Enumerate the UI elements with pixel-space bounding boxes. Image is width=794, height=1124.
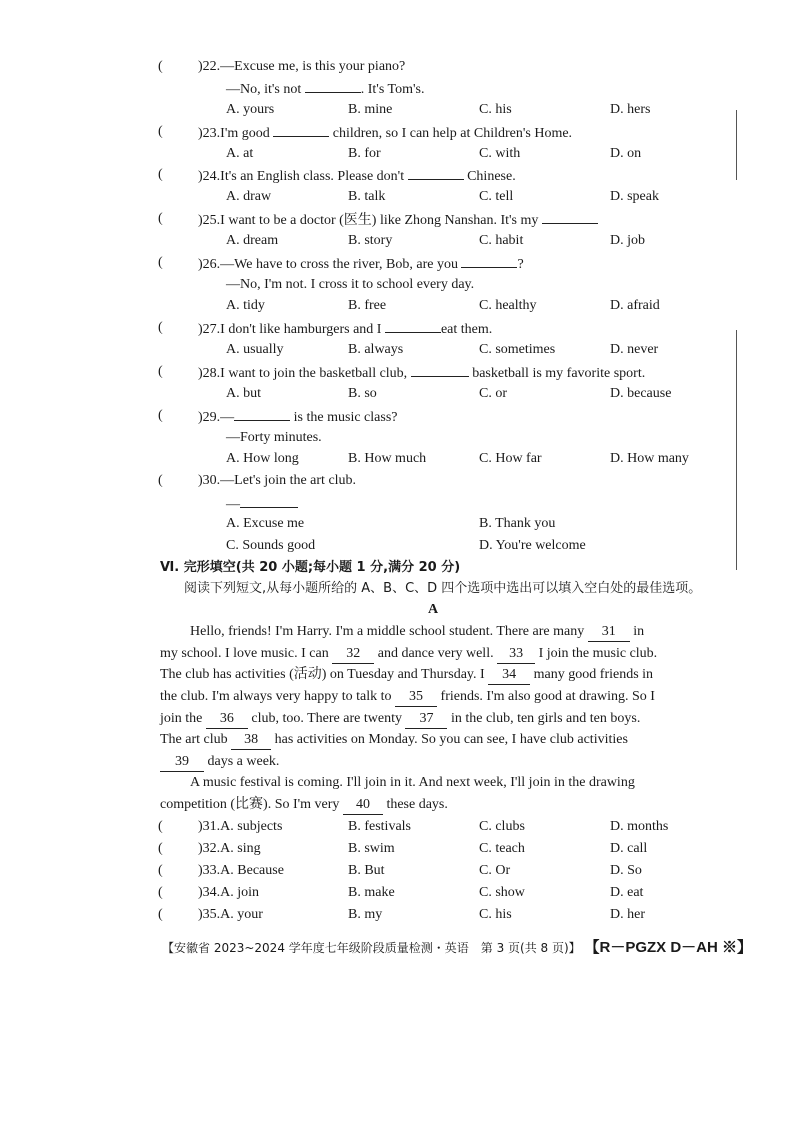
option-b[interactable]: B. for bbox=[348, 146, 381, 161]
answer-blank[interactable] bbox=[305, 79, 361, 93]
option-a[interactable]: A. usually bbox=[226, 342, 284, 357]
question-22-line2 bbox=[226, 79, 424, 99]
option-d[interactable]: D. afraid bbox=[610, 298, 660, 313]
section-instruction: 阅读下列短文,从每小题所给的 A、B、C、D 四个选项中选出可以填入空白处的最佳选项。 bbox=[184, 581, 702, 596]
passage-line bbox=[160, 710, 640, 729]
option-a[interactable]: A. sing bbox=[220, 841, 261, 856]
text: —We have to cross the river, Bob, are you bbox=[220, 257, 458, 272]
text: It's an English class. Please don't bbox=[220, 169, 405, 184]
paper-code: 【R－PGZX D－AH ※】 bbox=[584, 939, 752, 956]
option-c[interactable]: C. show bbox=[479, 885, 525, 900]
answer-blank[interactable] bbox=[411, 363, 469, 377]
text: I don't like hamburgers and I bbox=[220, 322, 382, 337]
text: is the music class? bbox=[293, 410, 398, 425]
option-c[interactable]: C. tell bbox=[479, 189, 514, 204]
text: I want to be a doctor (医生) like Zhong Nanshan. It's my bbox=[220, 213, 539, 228]
question-25 bbox=[198, 210, 598, 230]
question-29-line2: —Forty minutes. bbox=[226, 430, 322, 445]
option-b[interactable]: B. make bbox=[348, 885, 395, 900]
text: Hello, friends! I'm Harry. I'm a middle school student. There are many bbox=[190, 624, 585, 639]
option-b[interactable]: B. swim bbox=[348, 841, 395, 856]
text: days a week. bbox=[207, 754, 280, 769]
cloze-33 bbox=[198, 862, 284, 880]
text: club, too. There are twenty bbox=[251, 711, 402, 726]
option-b[interactable]: B. festivals bbox=[348, 819, 411, 834]
option-d[interactable]: D. months bbox=[610, 819, 669, 834]
text: ? bbox=[517, 257, 524, 272]
text: competition (比赛). So I'm very bbox=[160, 797, 340, 812]
option-d[interactable]: D. on bbox=[610, 146, 642, 161]
option-c[interactable]: C. clubs bbox=[479, 819, 525, 834]
cloze-blank[interactable]: 39 bbox=[160, 753, 204, 772]
option-c[interactable]: C. his bbox=[479, 102, 512, 117]
option-b[interactable]: B. my bbox=[348, 907, 383, 922]
option-c[interactable]: C. or bbox=[479, 386, 507, 401]
question-28 bbox=[198, 363, 645, 383]
question-number: )28. bbox=[198, 366, 221, 381]
option-a[interactable]: A. tidy bbox=[226, 298, 265, 313]
question-26-line2: —No, I'm not. I cross it to school every day. bbox=[226, 277, 475, 292]
cloze-blank[interactable]: 34 bbox=[488, 666, 530, 685]
text: has activities on Monday. So you can see, I have club activities bbox=[274, 732, 628, 747]
option-a[interactable]: A. your bbox=[220, 907, 263, 922]
option-c[interactable]: C. Or bbox=[479, 863, 511, 878]
question-number: )27. bbox=[198, 322, 221, 337]
scan-edge-line bbox=[736, 330, 737, 570]
answer-blank[interactable] bbox=[385, 319, 441, 333]
option-b[interactable]: B. so bbox=[348, 386, 377, 401]
option-b[interactable]: B. But bbox=[348, 863, 385, 878]
option-a[interactable]: A. but bbox=[226, 386, 261, 401]
text: The club has activities (活动) on Tuesday and Thursday. I bbox=[160, 667, 485, 682]
option-d[interactable]: D. never bbox=[610, 342, 659, 357]
answer-paren[interactable]: ( bbox=[158, 167, 163, 182]
cloze-blank[interactable]: 31 bbox=[588, 623, 630, 642]
option-c[interactable]: C. habit bbox=[479, 233, 524, 248]
option-a[interactable]: A. yours bbox=[226, 102, 275, 117]
option-d[interactable]: D. speak bbox=[610, 189, 659, 204]
text: these days. bbox=[386, 797, 448, 812]
question-number: )22. bbox=[198, 59, 221, 74]
answer-paren[interactable]: ( bbox=[158, 885, 163, 900]
cloze-blank[interactable]: 32 bbox=[332, 645, 374, 664]
answer-blank[interactable] bbox=[408, 166, 464, 180]
question-26 bbox=[198, 254, 524, 274]
answer-blank[interactable] bbox=[461, 254, 517, 268]
passage-line bbox=[160, 688, 655, 707]
question-23 bbox=[198, 123, 572, 143]
passage-line bbox=[190, 623, 644, 642]
text: . It's Tom's. bbox=[360, 82, 425, 97]
question-number: )25. bbox=[198, 213, 221, 228]
question-24 bbox=[198, 166, 516, 186]
cloze-31 bbox=[198, 818, 282, 836]
answer-paren[interactable]: ( bbox=[158, 863, 163, 878]
text: —Let's join the art club. bbox=[220, 473, 357, 488]
text: many good friends in bbox=[533, 667, 654, 682]
text: Chinese. bbox=[467, 169, 516, 184]
option-b[interactable]: B. How much bbox=[348, 451, 427, 466]
question-30 bbox=[198, 472, 356, 490]
question-number: )30. bbox=[198, 473, 221, 488]
option-d[interactable]: D. So bbox=[610, 863, 642, 878]
answer-blank[interactable] bbox=[240, 494, 298, 508]
option-b[interactable]: B. Thank you bbox=[479, 516, 556, 531]
option-d[interactable]: D. because bbox=[610, 386, 672, 401]
cloze-blank[interactable]: 36 bbox=[206, 710, 248, 729]
option-c[interactable]: C. with bbox=[479, 146, 521, 161]
text: children, so I can help at Children's Home. bbox=[332, 126, 573, 141]
question-27 bbox=[198, 319, 492, 339]
answer-paren[interactable]: ( bbox=[158, 841, 163, 856]
question-number: )24. bbox=[198, 169, 221, 184]
answer-paren[interactable]: ( bbox=[158, 124, 163, 139]
answer-blank[interactable] bbox=[542, 210, 598, 224]
option-b[interactable]: B. always bbox=[348, 342, 404, 357]
option-d[interactable]: D. job bbox=[610, 233, 645, 248]
text: — bbox=[220, 410, 235, 425]
answer-paren[interactable]: ( bbox=[158, 819, 163, 834]
option-c[interactable]: C. How far bbox=[479, 451, 542, 466]
text: my school. I love music. I can bbox=[160, 646, 329, 661]
option-a[interactable]: A. dream bbox=[226, 233, 279, 248]
passage-label: A bbox=[428, 602, 439, 617]
cloze-blank[interactable]: 35 bbox=[395, 688, 437, 707]
text: eat them. bbox=[440, 322, 493, 337]
text: basketball is my favorite sport. bbox=[472, 366, 646, 381]
answer-paren[interactable]: ( bbox=[158, 473, 163, 488]
passage-line bbox=[160, 731, 628, 750]
option-b[interactable]: B. story bbox=[348, 233, 393, 248]
text: I join the music club. bbox=[538, 646, 658, 661]
answer-paren[interactable]: ( bbox=[158, 320, 163, 335]
option-c[interactable]: C. sometimes bbox=[479, 342, 556, 357]
question-number: )29. bbox=[198, 410, 221, 425]
question-22 bbox=[198, 58, 405, 76]
question-number: )23. bbox=[198, 126, 221, 141]
passage-line bbox=[160, 666, 653, 685]
option-d[interactable]: D. How many bbox=[610, 451, 689, 466]
question-number: )31. bbox=[198, 819, 221, 834]
option-d[interactable]: D. You're welcome bbox=[479, 538, 586, 553]
text: in the club, ten girls and ten boys. bbox=[450, 711, 641, 726]
option-d[interactable]: D. hers bbox=[610, 102, 651, 117]
answer-blank[interactable] bbox=[234, 407, 290, 421]
option-a[interactable]: A. Excuse me bbox=[226, 516, 305, 531]
answer-paren[interactable]: ( bbox=[158, 211, 163, 226]
answer-paren[interactable]: ( bbox=[158, 255, 163, 270]
option-a[interactable]: A. How long bbox=[226, 451, 299, 466]
option-d[interactable]: D. her bbox=[610, 907, 645, 922]
answer-paren[interactable]: ( bbox=[158, 364, 163, 379]
question-number: )33. bbox=[198, 863, 221, 878]
option-c[interactable]: C. healthy bbox=[479, 298, 537, 313]
text: in bbox=[633, 624, 645, 639]
question-number: )35. bbox=[198, 907, 221, 922]
section-heading: Ⅵ. 完形填空(共 20 小题;每小题 1 分,满分 20 分) bbox=[160, 560, 461, 575]
answer-paren[interactable]: ( bbox=[158, 408, 163, 423]
answer-paren[interactable]: ( bbox=[158, 907, 163, 922]
passage-line: A music festival is coming. I'll join in it. And next week, I'll join in the drawing bbox=[190, 775, 635, 790]
text: The art club bbox=[160, 732, 228, 747]
question-number: )26. bbox=[198, 257, 221, 272]
cloze-34 bbox=[198, 884, 259, 902]
text: I'm good bbox=[220, 126, 270, 141]
question-number: )34. bbox=[198, 885, 221, 900]
option-a[interactable]: A. at bbox=[226, 146, 254, 161]
cloze-blank[interactable]: 33 bbox=[497, 645, 535, 664]
text: join the bbox=[160, 711, 203, 726]
text: I want to join the basketball club, bbox=[220, 366, 408, 381]
option-c[interactable]: C. teach bbox=[479, 841, 525, 856]
cloze-32 bbox=[198, 840, 261, 858]
option-a[interactable]: A. join bbox=[220, 885, 260, 900]
option-d[interactable]: D. eat bbox=[610, 885, 644, 900]
question-30-line2 bbox=[226, 494, 298, 514]
page-footer bbox=[162, 936, 752, 957]
option-c[interactable]: C. his bbox=[479, 907, 512, 922]
passage-line bbox=[160, 796, 448, 815]
cloze-blank[interactable]: 40 bbox=[343, 796, 383, 815]
cloze-blank[interactable]: 38 bbox=[231, 731, 271, 750]
answer-blank[interactable] bbox=[273, 123, 329, 137]
option-b[interactable]: B. talk bbox=[348, 189, 386, 204]
text: friends. I'm also good at drawing. So I bbox=[440, 689, 655, 704]
footer-text: 【安徽省 2023~2024 学年度七年级阶段质量检测・英语 第 3 页(共 8 页)】 bbox=[162, 941, 581, 955]
cloze-blank[interactable]: 37 bbox=[405, 710, 447, 729]
cloze-35 bbox=[198, 906, 263, 924]
text: — bbox=[226, 497, 240, 512]
text: and dance very well. bbox=[377, 646, 494, 661]
option-b[interactable]: B. mine bbox=[348, 102, 393, 117]
answer-paren[interactable]: ( bbox=[158, 59, 163, 74]
option-a[interactable]: A. Because bbox=[220, 863, 284, 878]
option-a[interactable]: A. draw bbox=[226, 189, 272, 204]
scan-edge-line bbox=[736, 110, 737, 180]
text: —No, it's not bbox=[226, 82, 302, 97]
option-c[interactable]: C. Sounds good bbox=[226, 538, 316, 553]
passage-line bbox=[160, 645, 657, 664]
question-number: )32. bbox=[198, 841, 221, 856]
option-d[interactable]: D. call bbox=[610, 841, 648, 856]
question-29 bbox=[198, 407, 397, 427]
text: the club. I'm always very happy to talk to bbox=[160, 689, 392, 704]
question-text: —Excuse me, is this your piano? bbox=[220, 59, 406, 74]
option-a[interactable]: A. subjects bbox=[220, 819, 283, 834]
passage-line bbox=[160, 753, 279, 772]
option-b[interactable]: B. free bbox=[348, 298, 387, 313]
